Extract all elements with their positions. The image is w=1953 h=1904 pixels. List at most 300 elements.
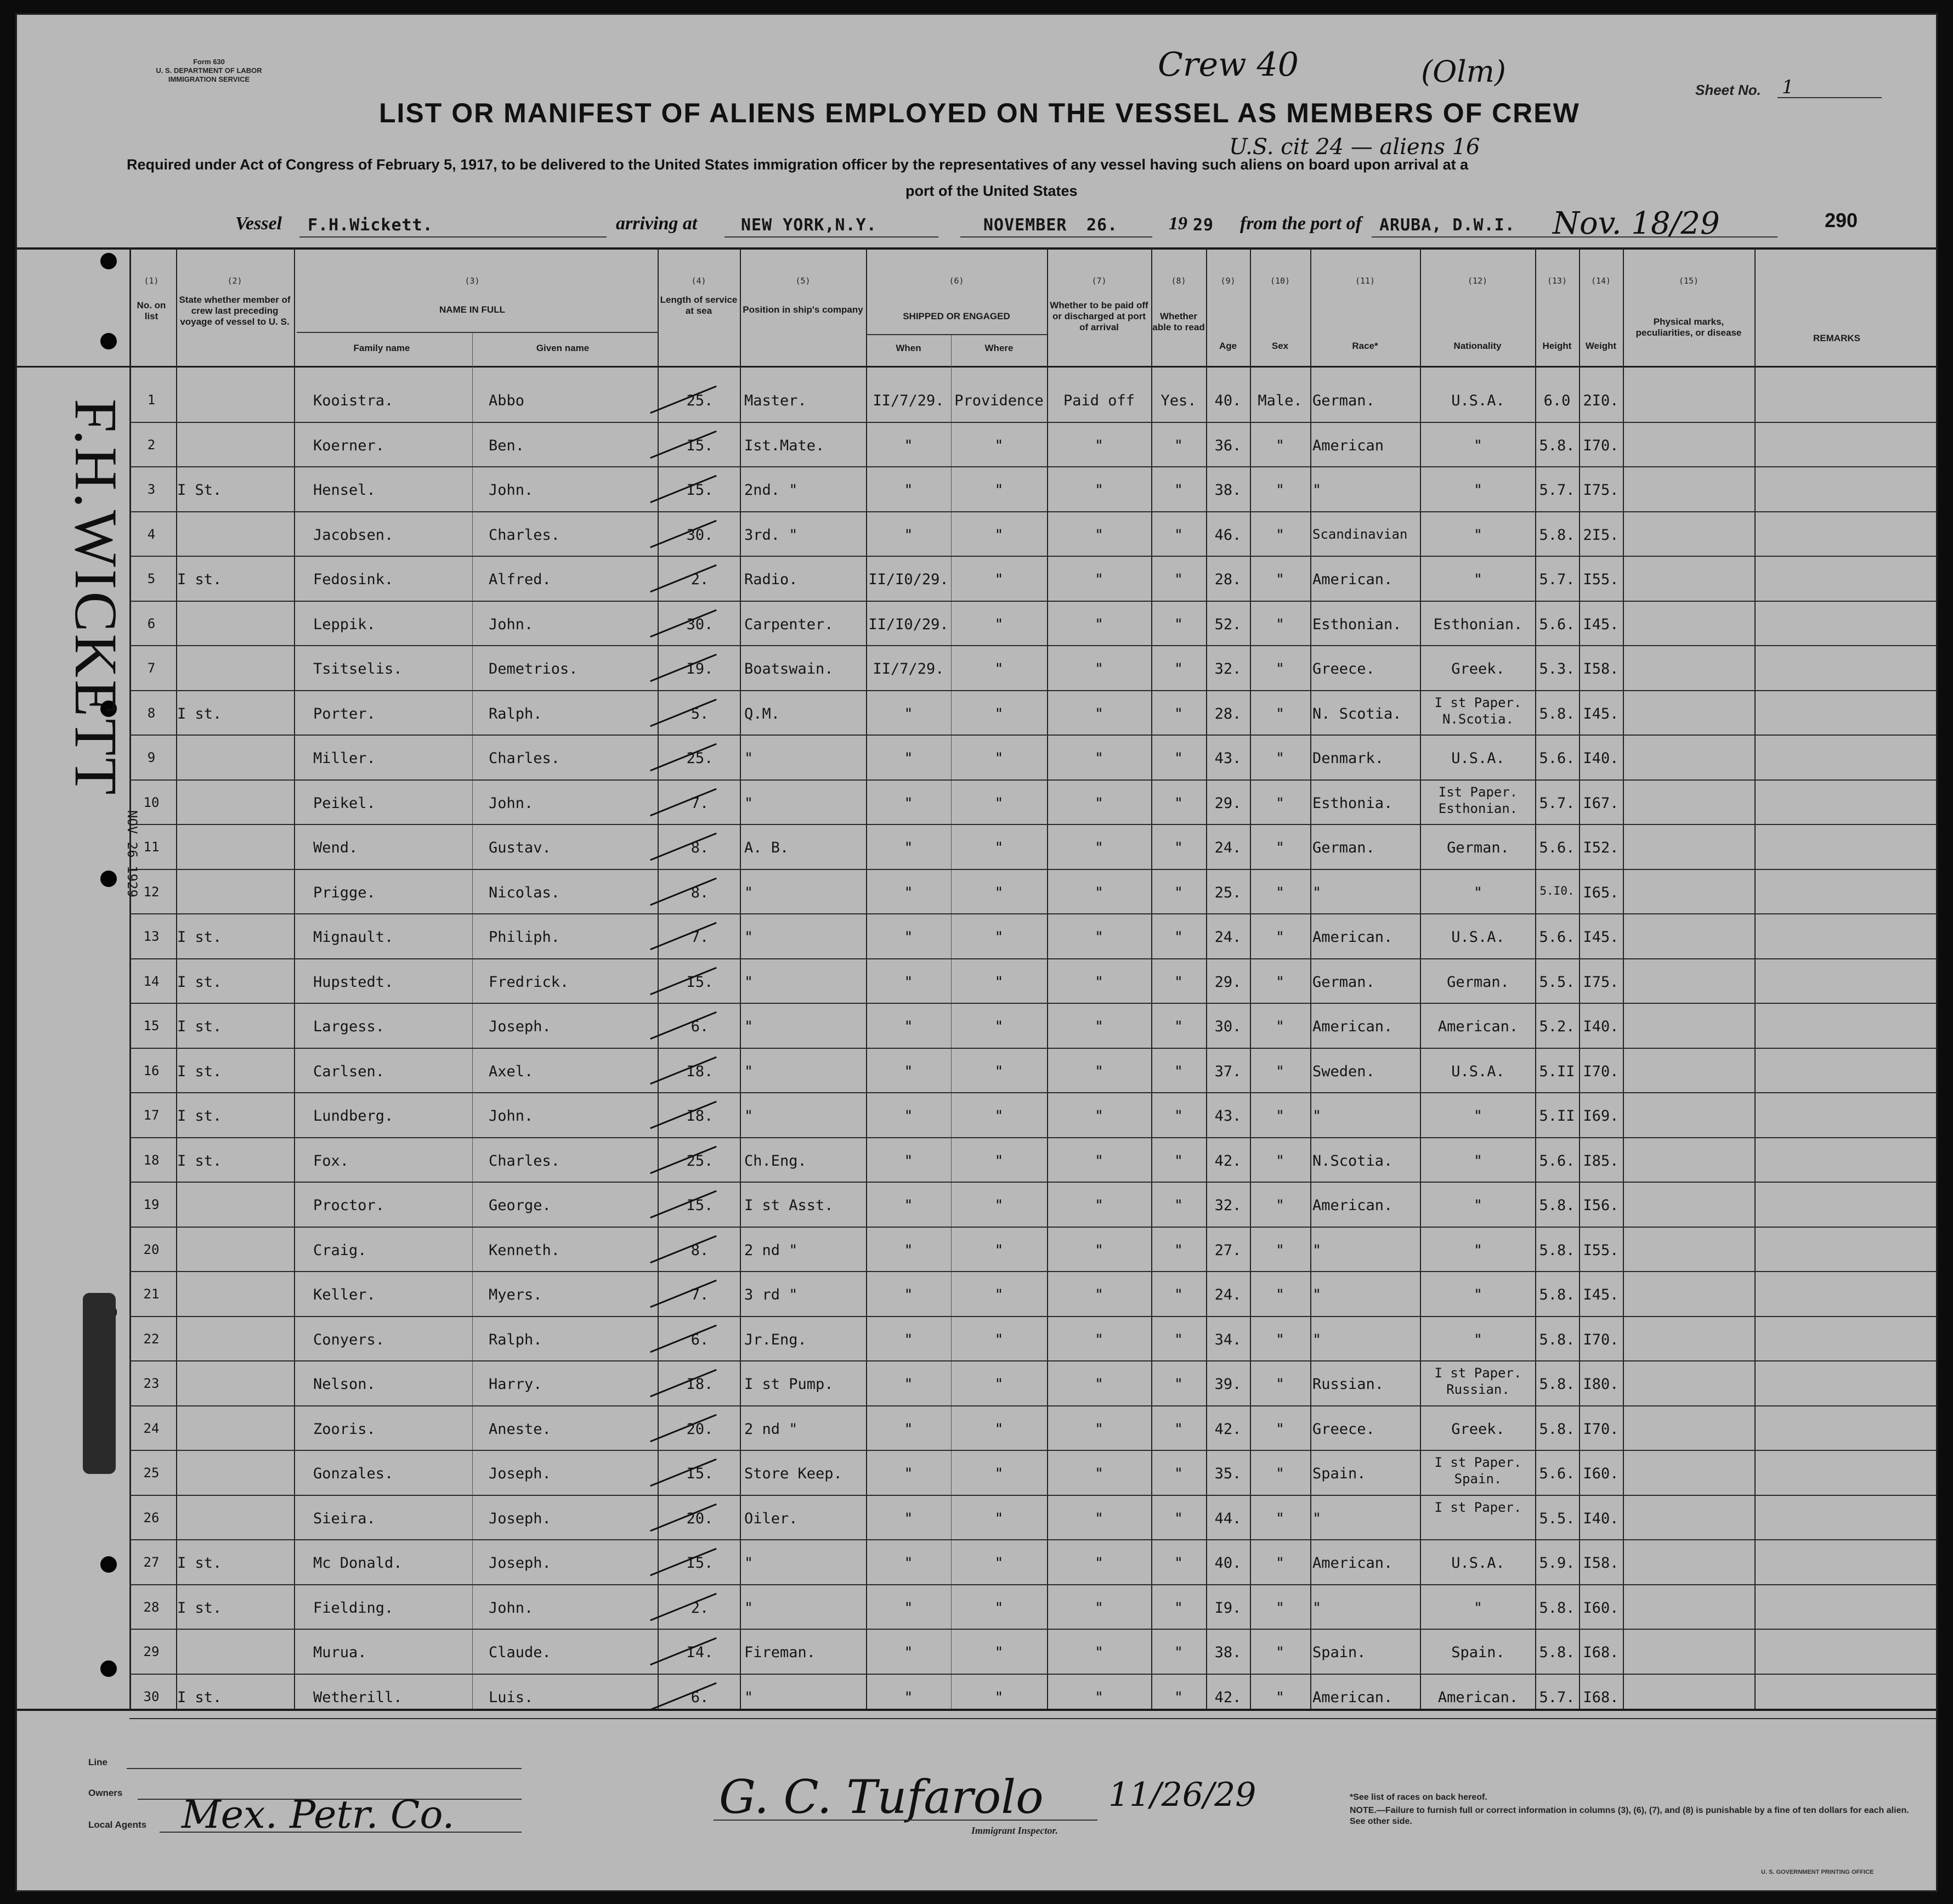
row-position: A. B. <box>744 839 789 856</box>
row-when: " <box>904 973 913 991</box>
row-number: 2 <box>147 437 156 453</box>
row-rule <box>129 645 1938 646</box>
header-height: Height <box>1542 341 1572 351</box>
row-weight: I65. <box>1583 884 1619 901</box>
row-given-name: Charles. <box>489 1152 561 1169</box>
row-given-name: Gustav. <box>489 839 551 856</box>
row-rule <box>129 1316 1938 1317</box>
from-port-label: from the port of <box>1240 213 1362 234</box>
row-when: " <box>904 1599 913 1617</box>
row-nationality: American. <box>1437 1018 1519 1035</box>
row-given-name: Aneste. <box>489 1420 551 1438</box>
header-able-read: Whether able to read <box>1152 311 1205 332</box>
row-when: " <box>904 1644 913 1661</box>
row-height: 5.6. <box>1539 750 1575 767</box>
row-state: I st. <box>177 1688 222 1706</box>
row-paid-off: " <box>1094 750 1104 767</box>
row-length-service: I5. <box>686 1197 714 1214</box>
row-height: 5.6. <box>1539 1152 1575 1169</box>
row-age: 29. <box>1214 794 1242 812</box>
row-length-service: 25. <box>686 392 714 409</box>
row-able-read: " <box>1174 1599 1184 1617</box>
row-weight: I55. <box>1583 1241 1619 1259</box>
row-sex: " <box>1275 1286 1285 1303</box>
row-sex: " <box>1275 1555 1285 1572</box>
row-race: Scandinavian <box>1312 526 1408 542</box>
row-sex: " <box>1275 571 1285 588</box>
row-able-read: " <box>1174 1465 1184 1482</box>
row-height: 5.8. <box>1539 1286 1575 1303</box>
row-rule <box>129 1092 1938 1093</box>
row-race: American <box>1312 437 1384 454</box>
row-height: 5.8. <box>1539 1197 1575 1214</box>
row-race: Greece. <box>1312 1420 1375 1438</box>
row-given-name: Axel. <box>489 1063 534 1080</box>
row-race: American. <box>1312 1018 1393 1035</box>
row-race: Esthonia. <box>1312 794 1393 812</box>
row-race: N. Scotia. <box>1312 705 1402 722</box>
row-rule <box>129 1674 1938 1675</box>
row-family-name: Fox. <box>313 1152 349 1169</box>
row-nationality: Greek. <box>1451 1420 1505 1438</box>
row-rule <box>129 1227 1938 1228</box>
row-where: " <box>994 973 1004 991</box>
row-paid-off: " <box>1094 1688 1104 1706</box>
row-family-name: Wend. <box>313 839 358 856</box>
row-rule <box>129 1003 1938 1004</box>
row-nationality: German. <box>1447 839 1509 856</box>
row-when: " <box>904 1510 913 1527</box>
row-paid-off: " <box>1094 884 1104 901</box>
row-position: Jr.Eng. <box>744 1331 807 1348</box>
row-able-read: " <box>1174 571 1184 588</box>
col-number-9: (9) <box>1220 276 1236 286</box>
row-length-service: 30. <box>686 615 714 633</box>
row-race: " <box>1312 1599 1322 1617</box>
row-rule <box>129 1495 1938 1496</box>
header-weight: Weight <box>1585 341 1617 351</box>
table-bottom-border <box>17 1709 1938 1711</box>
row-number: 13 <box>143 929 160 944</box>
row-given-name: Harry. <box>489 1376 542 1393</box>
row-height: 5.6. <box>1539 839 1575 856</box>
header-nationality: Nationality <box>1453 341 1502 351</box>
row-race: American. <box>1312 1197 1393 1214</box>
row-position: Q.M. <box>744 705 780 722</box>
row-age: 24. <box>1214 929 1242 946</box>
col-number-8: (8) <box>1171 276 1186 286</box>
row-family-name: Kooistra. <box>313 392 394 409</box>
row-able-read: " <box>1174 839 1184 856</box>
row-given-name: John. <box>489 794 534 812</box>
row-when: " <box>904 1241 913 1259</box>
header-sex: Sex <box>1271 341 1289 351</box>
row-nationality: Greek. <box>1451 660 1505 677</box>
vessel-label: Vessel <box>235 213 282 234</box>
row-length-service: 2. <box>690 1599 709 1617</box>
row-race: " <box>1312 1331 1322 1348</box>
row-where: " <box>994 1197 1004 1214</box>
header-no-on-list: No. on list <box>137 300 166 321</box>
row-given-name: Luis. <box>489 1688 534 1706</box>
inspector-underline <box>714 1820 1097 1821</box>
row-age: 42. <box>1214 1420 1242 1438</box>
row-height: 5.3. <box>1539 660 1575 677</box>
header-where: Where <box>984 343 1014 353</box>
col-number-2: (2) <box>227 276 242 286</box>
row-given-name: Kenneth. <box>489 1241 561 1259</box>
row-number: 23 <box>143 1376 160 1391</box>
row-age: 24. <box>1214 839 1242 856</box>
row-number: 7 <box>147 660 156 676</box>
row-age: 24. <box>1214 1286 1242 1303</box>
row-length-service: I5. <box>686 1465 714 1482</box>
row-weight: I40. <box>1583 1018 1619 1035</box>
row-where: " <box>994 1644 1004 1661</box>
row-when: II/I0/29. <box>868 571 949 588</box>
row-weight: I67. <box>1583 794 1619 812</box>
row-age: 44. <box>1214 1510 1242 1527</box>
row-paid-off: " <box>1094 437 1104 454</box>
row-height: 5.7. <box>1539 794 1575 812</box>
row-family-name: Conyers. <box>313 1331 385 1348</box>
row-weight: I40. <box>1583 1510 1619 1527</box>
row-where: " <box>994 1555 1004 1572</box>
row-race: " <box>1312 884 1322 901</box>
row-number: 21 <box>143 1286 160 1302</box>
row-height: 5.7. <box>1539 482 1575 499</box>
row-paid-off: " <box>1094 660 1104 677</box>
row-number: 17 <box>143 1108 160 1123</box>
form-subtitle-2: port of the United States <box>905 183 1078 199</box>
row-number: 12 <box>143 884 160 900</box>
row-rule <box>129 466 1938 467</box>
row-nationality: U.S.A. <box>1451 1555 1505 1572</box>
row-weight: I75. <box>1583 482 1619 499</box>
row-rule <box>129 1048 1938 1049</box>
row-when: " <box>904 1018 913 1035</box>
row-when: " <box>904 1555 913 1572</box>
header-name-in-full: NAME IN FULL <box>439 304 505 315</box>
row-length-service: I9. <box>686 660 714 677</box>
row-age: 25. <box>1214 884 1242 901</box>
row-family-name: Nelson. <box>313 1376 376 1393</box>
row-rule <box>129 1405 1938 1406</box>
row-given-name: Ralph. <box>489 1331 542 1348</box>
row-height: 5.8. <box>1539 1420 1575 1438</box>
row-sex: Male. <box>1258 392 1303 409</box>
row-given-name: Charles. <box>489 526 561 544</box>
row-given-name: Ralph. <box>489 705 542 722</box>
row-number: 5 <box>147 571 156 586</box>
row-state: I St. <box>177 482 222 499</box>
row-able-read: " <box>1174 1197 1184 1214</box>
col-number-1: (1) <box>144 276 159 286</box>
row-sex: " <box>1275 1465 1285 1482</box>
row-weight: I52. <box>1583 839 1619 856</box>
row-height: 5.7. <box>1539 1688 1575 1706</box>
manifest-sheet <box>15 13 1938 1892</box>
row-nationality: " <box>1473 1241 1483 1259</box>
row-number: 14 <box>143 973 160 989</box>
row-where: " <box>994 1286 1004 1303</box>
row-height: 5.8. <box>1539 1241 1575 1259</box>
agents-label: Local Agents <box>88 1820 147 1830</box>
row-weight: I45. <box>1583 929 1619 946</box>
row-weight: 2I0. <box>1583 392 1619 409</box>
row-family-name: Murua. <box>313 1644 367 1661</box>
row-given-name: Abbo <box>489 392 525 409</box>
printer-imprint: U. S. GOVERNMENT PRINTING OFFICE <box>1761 1869 1874 1875</box>
row-number: 25 <box>143 1465 160 1481</box>
row-nationality: U.S.A. <box>1451 750 1505 767</box>
row-paid-off: " <box>1094 1510 1104 1527</box>
row-length-service: 6. <box>690 1018 709 1035</box>
row-paid-off: Paid off <box>1063 392 1135 409</box>
row-position: Carpenter. <box>744 615 834 633</box>
row-family-name: Hupstedt. <box>313 973 394 991</box>
row-position: Ist.Mate. <box>744 437 825 454</box>
row-age: 43. <box>1214 750 1242 767</box>
sheet-number: 1 <box>1782 76 1794 98</box>
side-clip-mark <box>83 1293 116 1474</box>
row-family-name: Koerner. <box>313 437 385 454</box>
line-underline <box>127 1768 522 1769</box>
row-given-name: Joseph. <box>489 1510 551 1527</box>
col-number-14: (14) <box>1590 276 1611 286</box>
header-position: Position in ship's company <box>743 304 863 315</box>
row-where: " <box>994 482 1004 499</box>
row-position: 3rd. " <box>744 526 798 544</box>
row-able-read: " <box>1174 1555 1184 1572</box>
row-sex: " <box>1275 1152 1285 1169</box>
row-length-service: 30. <box>686 526 714 544</box>
row-position: " <box>744 750 754 767</box>
row-length-service: 6. <box>690 1688 709 1706</box>
col-number-13: (13) <box>1547 276 1567 286</box>
row-number: 1 <box>147 392 156 408</box>
row-race: German. <box>1312 839 1375 856</box>
row-position: " <box>744 929 754 946</box>
row-able-read: " <box>1174 1376 1184 1393</box>
row-weight: I60. <box>1583 1465 1619 1482</box>
col-number-4: (4) <box>691 276 706 286</box>
row-number: 29 <box>143 1644 160 1659</box>
handwritten-initials: (Olm) <box>1421 54 1506 89</box>
row-given-name: John. <box>489 615 534 633</box>
from-port: ARUBA, D.W.I. <box>1379 216 1515 235</box>
row-given-name: Joseph. <box>489 1018 551 1035</box>
row-where: " <box>994 1420 1004 1438</box>
row-family-name: Craig. <box>313 1241 367 1259</box>
row-length-service: 7. <box>690 1286 709 1303</box>
row-nationality: U.S.A. <box>1451 1063 1505 1080</box>
row-able-read: " <box>1174 526 1184 544</box>
row-weight: I70. <box>1583 1063 1619 1080</box>
row-state: I st. <box>177 571 222 588</box>
penalty-note: NOTE.—Failure to furnish full or correct information in columns (3), (6), (7), and (8) is punishable by a fine of ten dollars for each alien. See other side. <box>1350 1806 1909 1826</box>
row-able-read: " <box>1174 615 1184 633</box>
row-when: " <box>904 1108 913 1125</box>
row-where: " <box>994 884 1004 901</box>
row-nationality: Spain. <box>1451 1644 1505 1661</box>
row-family-name: Lundberg. <box>313 1108 394 1125</box>
row-where: " <box>994 571 1004 588</box>
row-position: I st Asst. <box>744 1197 834 1214</box>
header-when: When <box>896 343 921 353</box>
row-family-name: Sieira. <box>313 1510 376 1527</box>
header-race: Race* <box>1352 341 1378 351</box>
row-length-service: 2. <box>690 571 709 588</box>
row-where: " <box>994 1108 1004 1125</box>
row-sex: " <box>1275 526 1285 544</box>
row-sex: " <box>1275 1331 1285 1348</box>
row-paid-off: " <box>1094 482 1104 499</box>
form-subtitle: Required under Act of Congress of February 5, 1917, to be delivered to the United States immigration officer by the representatives of any vessel having such aliens on board upon arrival at a <box>127 156 1469 173</box>
row-when: " <box>904 1286 913 1303</box>
row-able-read: " <box>1174 1644 1184 1661</box>
row-number: 30 <box>143 1688 160 1704</box>
row-rule <box>129 869 1938 870</box>
row-able-read: " <box>1174 1420 1184 1438</box>
row-given-name: John. <box>489 1108 534 1125</box>
row-nationality: U.S.A. <box>1451 929 1505 946</box>
row-given-name: Fredrick. <box>489 973 569 991</box>
row-height: 5.8. <box>1539 1331 1575 1348</box>
header-bottom-border <box>17 366 1938 368</box>
row-race: " <box>1312 1510 1322 1527</box>
row-rule <box>129 958 1938 959</box>
row-height: 5.8. <box>1539 705 1575 722</box>
department-block: Form 630 U. S. DEPARTMENT OF LABOR IMMIGRATION SERVICE <box>156 58 262 83</box>
row-length-service: I5. <box>686 1555 714 1572</box>
row-where: " <box>994 1510 1004 1527</box>
row-position: Radio. <box>744 571 798 588</box>
inspector-label: Immigrant Inspector. <box>971 1825 1058 1836</box>
row-position: 2 nd " <box>744 1241 798 1259</box>
row-paid-off: " <box>1094 1197 1104 1214</box>
row-family-name: Prigge. <box>313 884 376 901</box>
row-state: I st. <box>177 1063 222 1080</box>
row-nationality: " <box>1473 1599 1483 1617</box>
row-state: I st. <box>177 1599 222 1617</box>
row-state: I st. <box>177 929 222 946</box>
row-height: 5.II <box>1539 1063 1575 1080</box>
row-when: " <box>904 1376 913 1393</box>
row-where: " <box>994 929 1004 946</box>
departure-date: Nov. 18/29 <box>1553 206 1720 241</box>
row-given-name: Claude. <box>489 1644 551 1661</box>
row-sex: " <box>1275 750 1285 767</box>
row-length-service: 20. <box>686 1420 714 1438</box>
row-nationality: German. <box>1447 973 1509 991</box>
row-paid-off: " <box>1094 839 1104 856</box>
row-when: " <box>904 1197 913 1214</box>
row-weight: I68. <box>1583 1688 1619 1706</box>
row-number: 8 <box>147 705 156 721</box>
row-able-read: " <box>1174 1286 1184 1303</box>
row-race: " <box>1312 482 1322 499</box>
sheet-label: Sheet No. <box>1695 82 1761 98</box>
handwritten-crew-count: Crew 40 <box>1158 46 1299 84</box>
row-position: Boatswain. <box>744 660 834 677</box>
row-length-service: I5. <box>686 482 714 499</box>
row-family-name: Miller. <box>313 750 376 767</box>
row-weight: I45. <box>1583 615 1619 633</box>
row-weight: I40. <box>1583 750 1619 767</box>
row-paid-off: " <box>1094 1331 1104 1348</box>
row-able-read: " <box>1174 1152 1184 1169</box>
row-rule <box>129 601 1938 602</box>
row-able-read: " <box>1174 929 1184 946</box>
row-rule <box>129 1271 1938 1272</box>
row-family-name: Proctor. <box>313 1197 385 1214</box>
row-number: 20 <box>143 1241 160 1257</box>
row-paid-off: " <box>1094 1599 1104 1617</box>
row-family-name: Tsitselis. <box>313 660 403 677</box>
row-family-name: Jacobsen. <box>313 526 394 544</box>
binding-hole <box>100 333 117 349</box>
row-sex: " <box>1275 1599 1285 1617</box>
row-when: " <box>904 1152 913 1169</box>
col-number-5: (5) <box>795 276 811 286</box>
row-number: 6 <box>147 615 156 631</box>
row-given-name: Charles. <box>489 750 561 767</box>
row-nationality: " <box>1473 1152 1483 1169</box>
row-rule <box>129 690 1938 691</box>
row-able-read: " <box>1174 750 1184 767</box>
row-able-read: " <box>1174 1331 1184 1348</box>
row-when: " <box>904 750 913 767</box>
row-when: " <box>904 437 913 454</box>
row-paid-off: " <box>1094 1555 1104 1572</box>
row-age: 32. <box>1214 1197 1242 1214</box>
row-weight: 2I5. <box>1583 526 1619 544</box>
row-height: 5.8. <box>1539 437 1575 454</box>
row-position: " <box>744 1555 754 1572</box>
row-family-name: Fielding. <box>313 1599 394 1617</box>
row-race: " <box>1312 1286 1322 1303</box>
row-nationality: " <box>1473 1331 1483 1348</box>
row-family-name: Mc Donald. <box>313 1555 403 1572</box>
row-rule <box>129 1539 1938 1540</box>
col-number-11: (11) <box>1355 276 1375 286</box>
handwritten-citizen-count: U.S. cit 24 — aliens 16 <box>1229 134 1480 160</box>
row-given-name: Ben. <box>489 437 525 454</box>
row-age: 43. <box>1214 1108 1242 1125</box>
row-given-name: Joseph. <box>489 1555 551 1572</box>
row-able-read: " <box>1174 660 1184 677</box>
row-number: 15 <box>143 1018 160 1033</box>
shipped-header-divider <box>866 334 1047 335</box>
row-sex: " <box>1275 1420 1285 1438</box>
row-sex: " <box>1275 1197 1285 1214</box>
row-weight: I56. <box>1583 1197 1619 1214</box>
row-paid-off: " <box>1094 1063 1104 1080</box>
row-race: Greece. <box>1312 660 1375 677</box>
row-age: 42. <box>1214 1152 1242 1169</box>
row-age: 29. <box>1214 973 1242 991</box>
row-able-read: " <box>1174 482 1184 499</box>
header-physical: Physical marks, peculiarities, or disease <box>1635 317 1742 338</box>
row-rule <box>129 556 1938 557</box>
row-where: " <box>994 839 1004 856</box>
row-family-name: Zooris. <box>313 1420 376 1438</box>
row-number: 26 <box>143 1510 160 1526</box>
row-nationality: " <box>1473 437 1483 454</box>
row-sex: " <box>1275 1644 1285 1661</box>
row-length-service: 25. <box>686 1152 714 1169</box>
